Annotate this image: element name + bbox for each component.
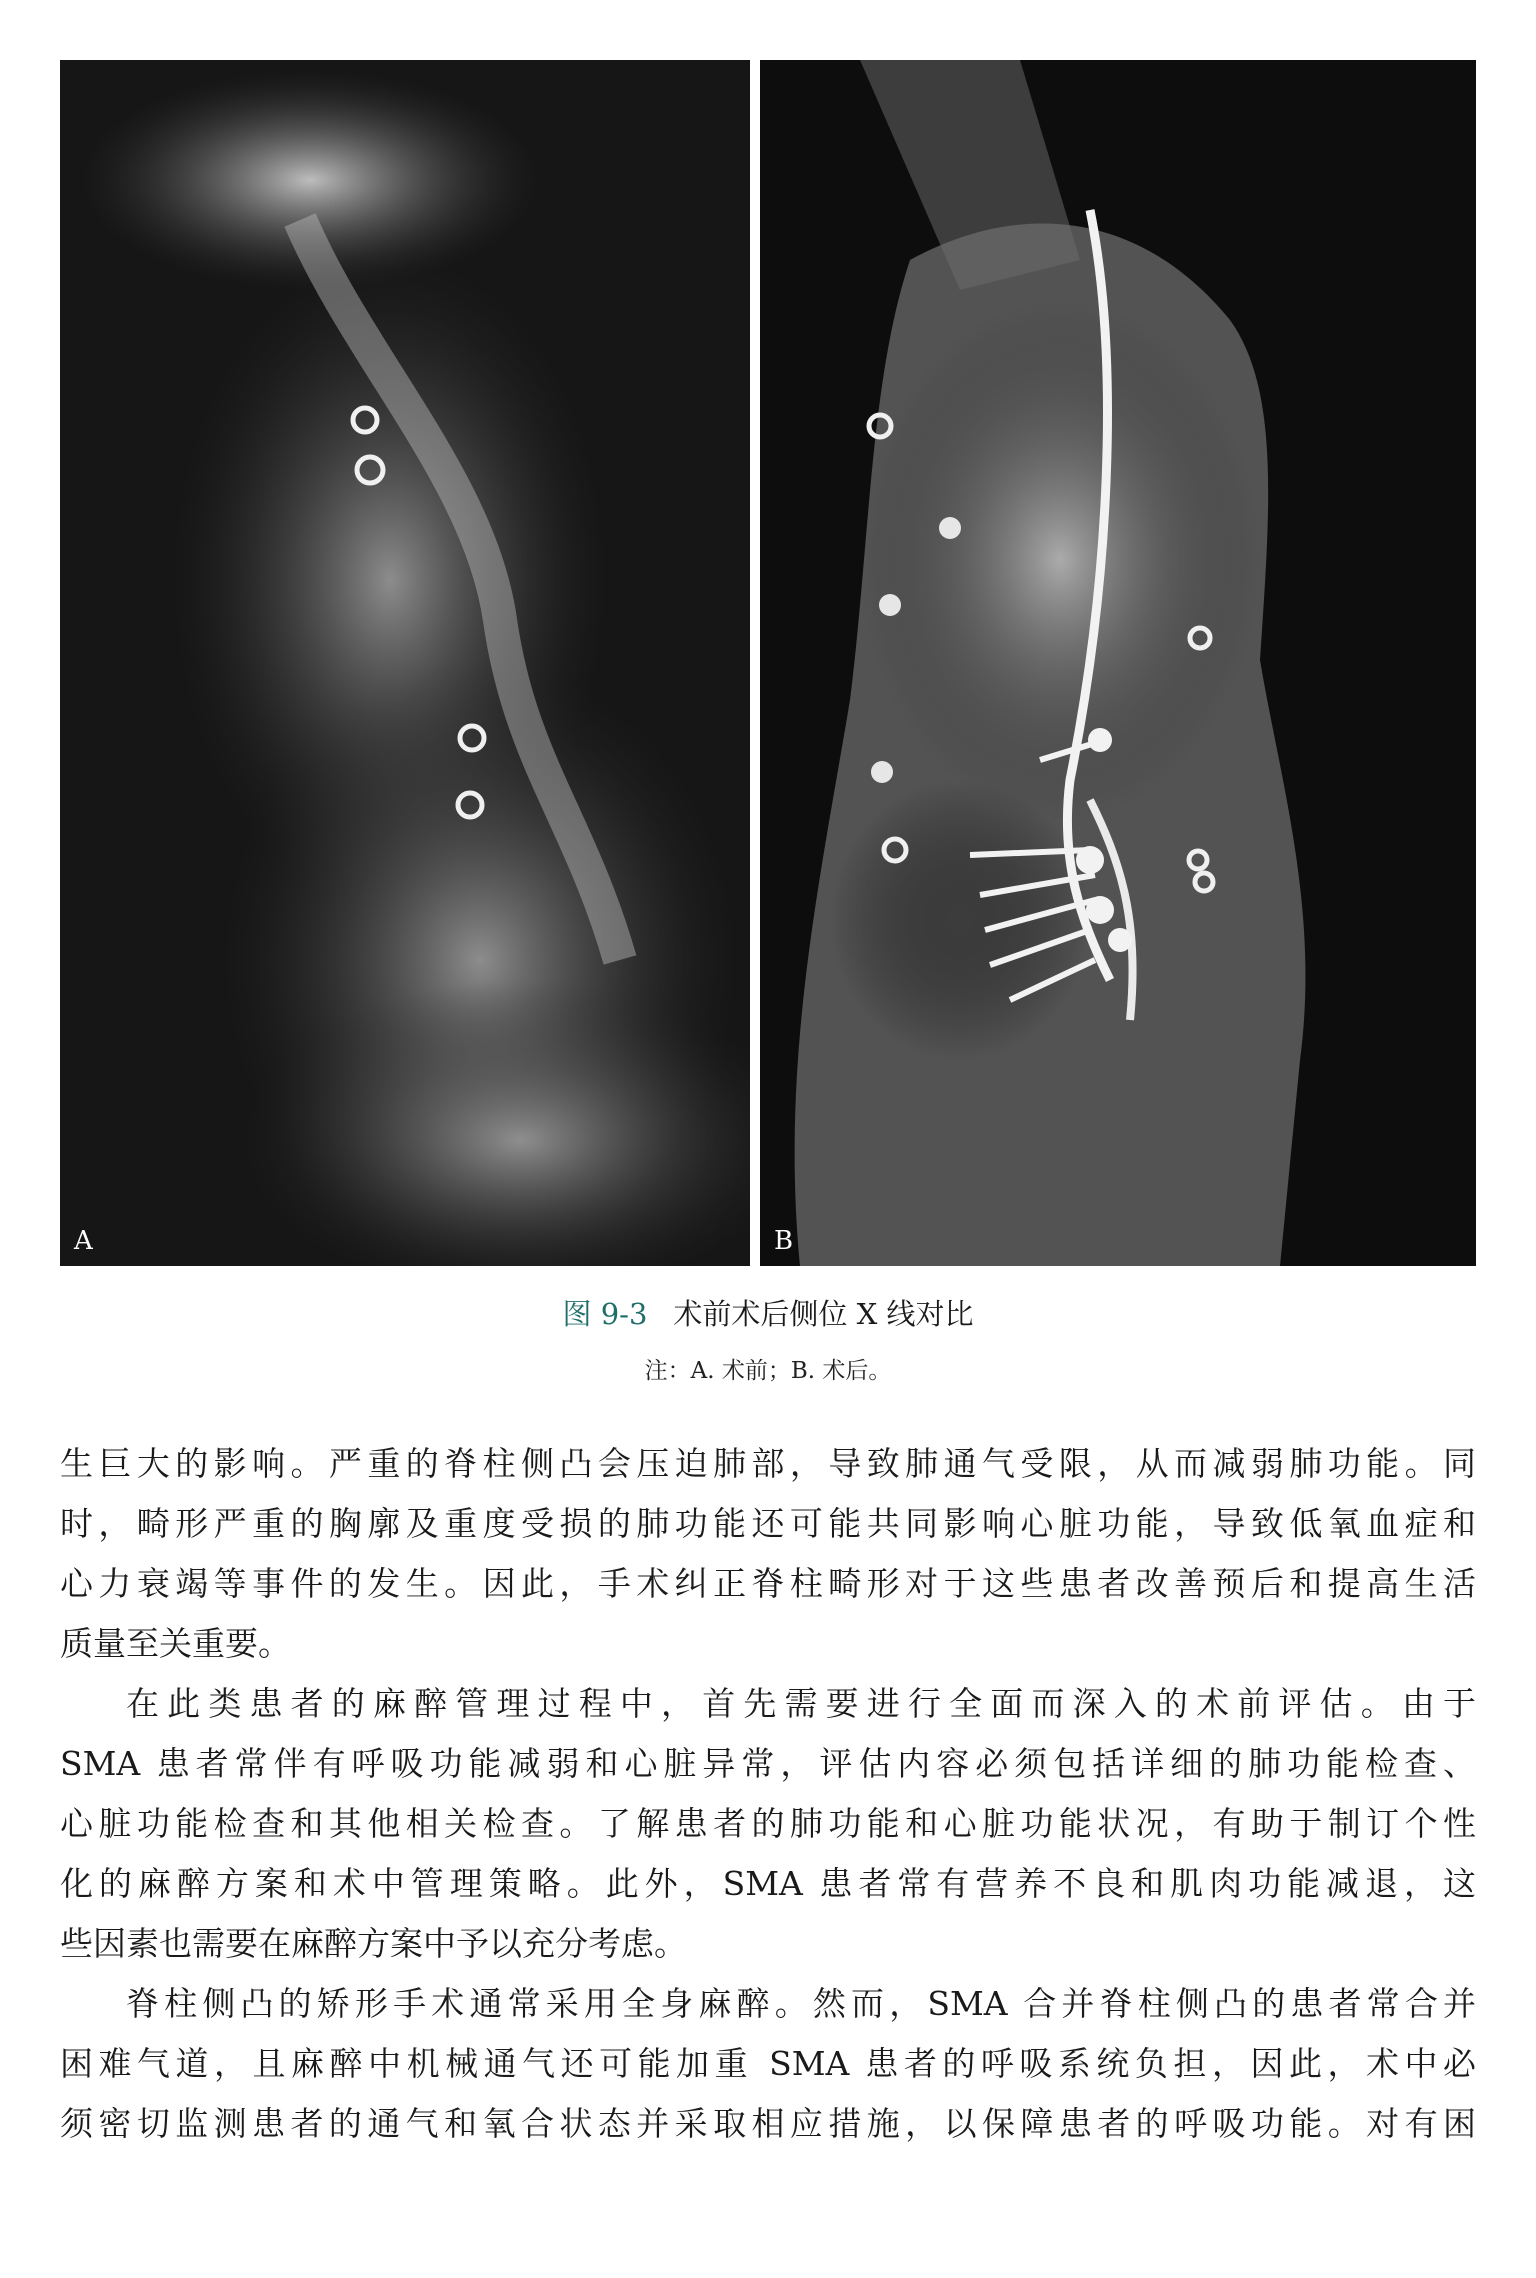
figure-title: 术前术后侧位 X 线对比 [673, 1297, 974, 1331]
xray-panel-b [760, 60, 1476, 1266]
text-line: SMA 患者常伴有呼吸功能减弱和心脏异常，评估内容必须包括详细的肺功能检查、 [60, 1744, 1476, 1783]
text-line: 生巨大的影响。严重的脊柱侧凸会压迫肺部，导致肺通气受限，从而减弱肺功能。同 [60, 1444, 1476, 1483]
xray-panel-a [60, 60, 750, 1266]
panel-b-label: B [774, 1226, 794, 1256]
text-line: 质量至关重要。 [60, 1624, 291, 1663]
text-line: 化的麻醉方案和术中管理策略。此外，SMA 患者常有营养不良和肌肉功能减退，这 [60, 1864, 1476, 1903]
text-line: 心脏功能检查和其他相关检查。了解患者的肺功能和心脏功能状况，有助于制订个性 [60, 1804, 1476, 1843]
text-line: 心力衰竭等事件的发生。因此，手术纠正脊柱畸形对于这些患者改善预后和提高生活 [60, 1564, 1476, 1603]
panel-a-label: A [74, 1226, 93, 1256]
figure-note: 注：A. 术前；B. 术后。 [644, 1358, 892, 1384]
text-line: 困难气道，且麻醉中机械通气还可能加重 SMA 患者的呼吸系统负担，因此，术中必 [60, 2044, 1476, 2083]
body-text [60, 1434, 1476, 2154]
text-line: 些因素也需要在麻醉方案中予以充分考虑。 [60, 1924, 687, 1963]
text-line: 时，畸形严重的胸廓及重度受损的肺功能还可能共同影响心脏功能，导致低氧血症和 [60, 1504, 1476, 1543]
text-line: 在此类患者的麻醉管理过程中，首先需要进行全面而深入的术前评估。由于 [126, 1684, 1476, 1723]
xray-image-postop [760, 60, 1476, 1266]
text-line: 脊柱侧凸的矫形手术通常采用全身麻醉。然而，SMA 合并脊柱侧凸的患者常合并 [126, 1984, 1476, 2023]
figure-number: 图 9-3 [562, 1297, 648, 1331]
figure-caption [0, 1292, 1536, 1333]
xray-image-preop [60, 60, 750, 1266]
text-line: 须密切监测患者的通气和氧合状态并采取相应措施，以保障患者的呼吸功能。对有困 [60, 2104, 1476, 2143]
